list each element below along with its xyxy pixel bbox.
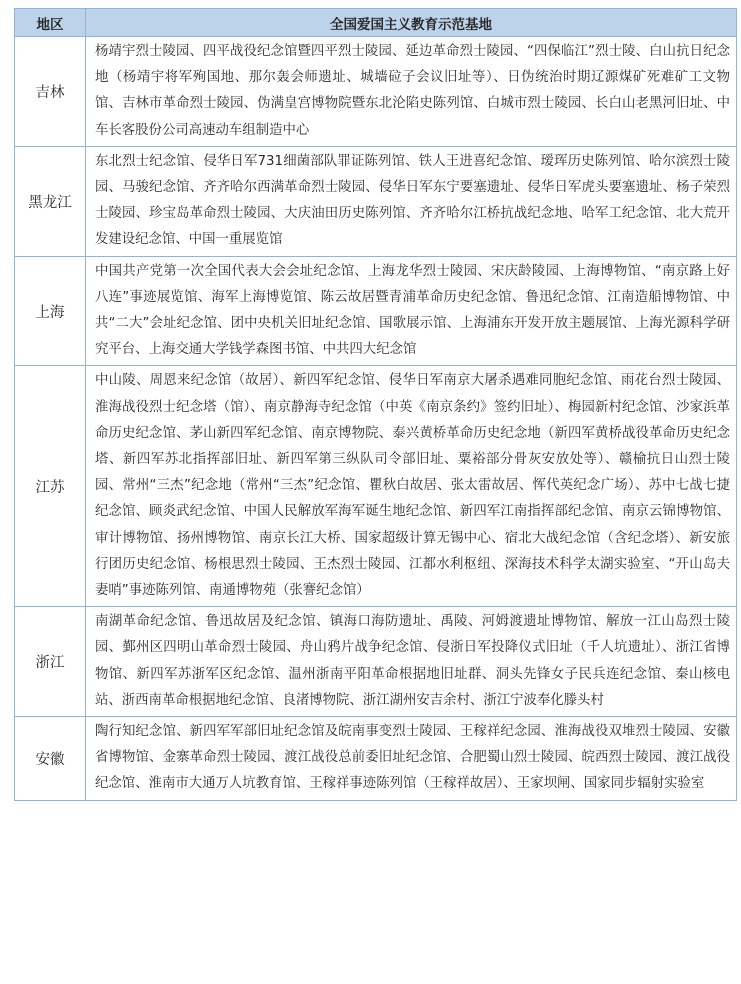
table-row bbox=[15, 37, 737, 147]
region-cell: 江苏 bbox=[15, 366, 86, 607]
sites-text: 东北烈士纪念馆、侵华日军731细菌部队罪证陈列馆、铁人王进喜纪念馆、瑷珲历史陈列馆、哈尔滨烈士陵园、马骏纪念馆、齐齐哈尔西满革命烈士陵园、侵华日军东宁要塞遗址、侵华日军虎头要塞遗址、杨子荣烈士陵园、珍宝岛革命烈士陵园、大庆油田历史陈列馆、齐齐哈尔江桥抗战纪念地、哈军工纪念馆、北大荒开发建设纪念馆、中国一重展览馆 bbox=[95, 153, 730, 248]
sites-text: 中山陵、周恩来纪念馆（故居）、新四军纪念馆、侵华日军南京大屠杀遇难同胞纪念馆、雨花台烈士陵园、淮海战役烈士纪念塔（馆）、南京静海寺纪念馆（中英《南京条约》签约旧址）、梅园新村纪念馆、沙家浜革命历史纪念馆、茅山新四军纪念馆、南京博物院、泰兴黄桥革命历史纪念地（新四军黄桥战役革命历史纪念塔、新四军苏北指挥部旧址、新四军第三纵队司令部旧址、粟裕部分骨灰安放处等）、赣榆抗日山烈士陵园、常州“三杰”纪念地（常州“三杰”纪念馆、瞿秋白故居、张太雷故居、恽代英纪念广场）、苏中七战七捷纪念馆、顾炎武纪念馆、中国人民解放军海军诞生地纪念馆、新四军江南指挥部纪念馆、南京云锦博物馆、审计博物馆、扬州博物馆、南京长江大桥、国家超级计算无锡中心、宿北大战纪念馆（含纪念塔）、新安旅行团历史纪念馆、杨根思烈士陵园、王杰烈士陵园、江都水利枢纽、深海技术科学太湖实验室、“开山岛夫妻哨”事迹陈列馆、南通博物苑（张謇纪念馆） bbox=[95, 373, 730, 599]
table-row bbox=[15, 146, 737, 256]
table-row bbox=[15, 256, 737, 366]
sites-cell bbox=[86, 37, 737, 147]
sites-cell bbox=[86, 366, 737, 607]
sites-text: 杨靖宇烈士陵园、四平战役纪念馆暨四平烈士陵园、延边革命烈士陵园、“四保临江”烈士陵、白山抗日纪念地（杨靖宇将军殉国地、那尔轰会师遗址、城墙砬子会议旧址等）、日伪统治时期辽源煤矿死难矿工文物馆、吉林市革命烈士陵园、伪满皇宫博物院暨东北沦陷史陈列馆、白城市烈士陵园、长白山老黑河旧址、中车长客股份公司高速动车组制造中心 bbox=[95, 44, 730, 138]
sites-cell bbox=[86, 146, 737, 256]
table-row bbox=[15, 366, 737, 607]
sites-text: 陶行知纪念馆、新四军军部旧址纪念馆及皖南事变烈士陵园、王稼祥纪念园、淮海战役双堆烈士陵园、安徽省博物馆、金寨革命烈士陵园、渡江战役总前委旧址纪念馆、合肥蜀山烈士陵园、皖西烈士陵园、渡江战役纪念馆、淮南市大通万人坑教育馆、王稼祥事迹陈列馆（王稼祥故居）、王家坝闸、国家同步辐射实验室 bbox=[95, 724, 730, 792]
sites-text: 中国共产党第一次全国代表大会会址纪念馆、上海龙华烈士陵园、宋庆龄陵园、上海博物馆、“南京路上好八连”事迹展览馆、海军上海博览馆、陈云故居暨青浦革命历史纪念馆、鲁迅纪念馆、江南造船博物馆、中共“二大”会址纪念馆、团中央机关旧址纪念馆、国歌展示馆、上海浦东开发开放主题展馆、上海光源科学研究平台、上海交通大学钱学森图书馆、中共四大纪念馆 bbox=[95, 263, 730, 358]
sites-cell bbox=[86, 607, 737, 717]
sites-cell bbox=[86, 256, 737, 366]
table-header-row bbox=[15, 9, 737, 37]
patriotic-education-bases-table bbox=[14, 8, 737, 801]
sites-cell bbox=[86, 717, 737, 801]
header-region: 地区 bbox=[15, 9, 86, 37]
region-cell: 安徽 bbox=[15, 717, 86, 801]
region-cell: 上海 bbox=[15, 256, 86, 366]
sites-text: 南湖革命纪念馆、鲁迅故居及纪念馆、镇海口海防遗址、禹陵、河姆渡遗址博物馆、解放一江山岛烈士陵园、鄞州区四明山革命烈士陵园、舟山鸦片战争纪念馆、侵浙日军投降仪式旧址（千人坑遗址）、浙江省博物馆、新四军苏浙军区纪念馆、温州浙南平阳革命根据地旧址群、洞头先锋女子民兵连纪念馆、秦山核电站、浙西南革命根据地纪念馆、良渚博物院、浙江湖州安吉余村、浙江宁波奉化滕头村 bbox=[95, 614, 730, 708]
header-sites: 全国爱国主义教育示范基地 bbox=[86, 9, 737, 37]
region-cell: 黑龙江 bbox=[15, 146, 86, 256]
table-row bbox=[15, 717, 737, 801]
region-cell: 浙江 bbox=[15, 607, 86, 717]
region-cell: 吉林 bbox=[15, 37, 86, 147]
table-row bbox=[15, 607, 737, 717]
